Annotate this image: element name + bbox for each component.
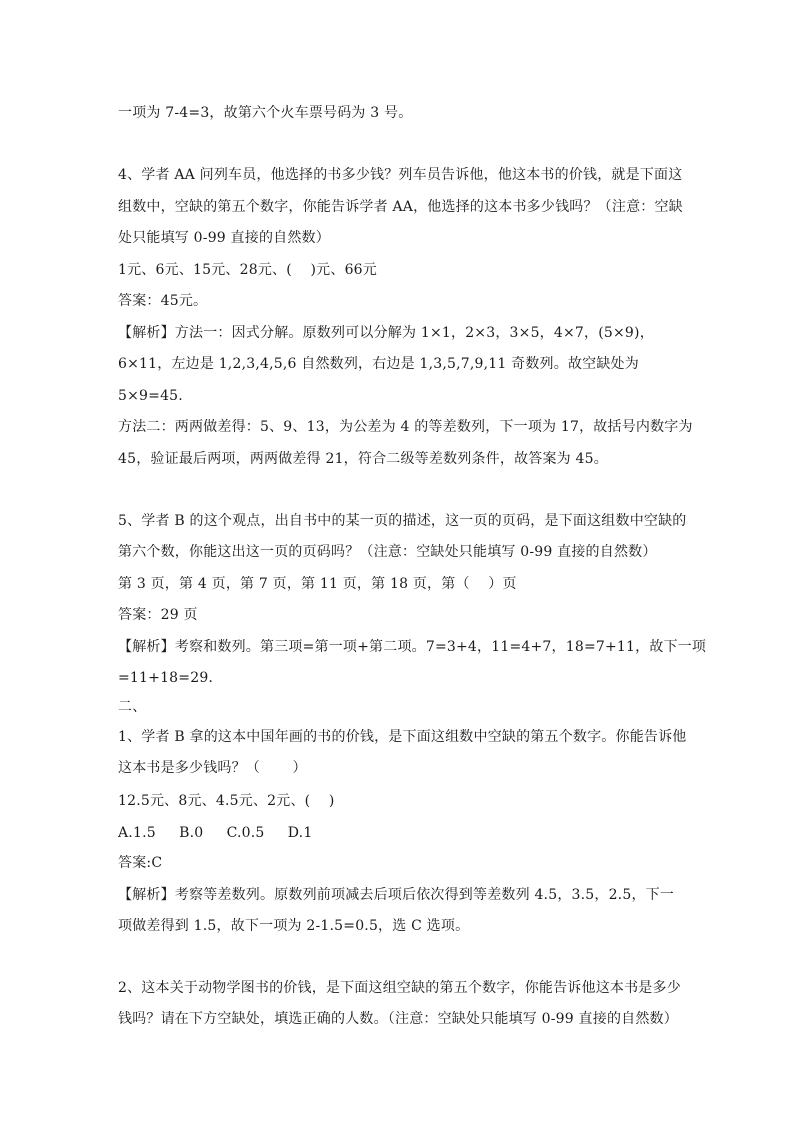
question-4-analysis-line-4: 方法二：两两做差得：5、9、13，为公差为 4 的等差数列，下一项为 17，故括号内数字为	[118, 419, 693, 435]
section-2-question-1-line-1: 1、学者 B 拿的这本中国年画的书的价钱，是下面这组数中空缺的第五个数字。你能告诉他	[118, 729, 687, 745]
question-4-analysis-line-1: 【解析】方法一：因式分解。原数列可以分解为 1×1，2×3，3×5，4×7，(5×9)，	[118, 325, 654, 341]
section-2-question-1-answer: 答案:C	[118, 855, 163, 871]
question-5-analysis-line-1: 【解析】考察和数列。第三项=第一项+第二项。7=3+4，11=4+7，18=7+11，故下一项	[118, 639, 707, 655]
question-4-answer: 答案：45元。	[118, 293, 208, 309]
text-line: 一项为 7-4=3，故第六个火车票号码为 3 号。	[118, 105, 413, 121]
question-4-analysis-line-2: 6×11，左边是 1,2,3,4,5,6 自然数列，右边是 1,3,5,7,9,11 奇数列。故空缺处为	[118, 356, 639, 372]
question-5-analysis-line-2: =11+18=29.	[118, 670, 214, 686]
question-4-line-1: 4、学者 AA 问列车员，他选择的书多少钱？列车员告诉他，他这本书的价钱，就是下面这	[118, 167, 683, 183]
section-2-question-1-analysis-line-1: 【解析】考察等差数列。原数列前项减去后项后依次得到等差数列 4.5，3.5，2.5，下一	[118, 887, 675, 903]
question-4-line-3: 处只能填写 0-99 直接的自然数）	[118, 230, 330, 246]
section-2-question-1-line-2: 这本书是多少钱吗？（ ）	[118, 760, 307, 776]
question-4-line-2: 组数中，空缺的第五个数字，你能告诉学者 AA，他选择的这本书多少钱吗？（注意：空缺	[118, 199, 683, 215]
section-2-question-2-line-1: 2、这本关于动物学图书的价钱，是下面这组空缺的第五个数字，你能告诉他这本书是多少	[118, 980, 681, 996]
question-5-answer: 答案：29 页	[118, 607, 198, 623]
section-heading: 二、	[118, 699, 147, 715]
section-2-question-2-line-2: 钱吗？请在下方空缺处，填选正确的人数。（注意：空缺处只能填写 0-99 直接的自然数）	[118, 1011, 678, 1027]
section-2-question-1-options: A.1.5 B.0 C.0.5 D.1	[118, 825, 313, 841]
question-5-line-1: 5、学者 B 的这个观点，出自书中的某一页的描述，这一页的页码，是下面这组数中空缺的	[118, 513, 687, 529]
question-4-analysis-line-3: 5×9=45.	[118, 388, 183, 404]
question-5-sequence: 第 3 页，第 4 页，第 7 页，第 11 页，第 18 页，第（ ）页	[118, 576, 517, 592]
section-2-question-1-analysis-line-2: 项做差得到 1.5，故下一项为 2-1.5=0.5，选 C 选项。	[118, 918, 470, 934]
question-4-analysis-line-5: 45，验证最后两项，两两做差得 21，符合二级等差数列条件，故答案为 45。	[118, 451, 608, 467]
question-5-line-2: 第六个数，你能这出这一页的页码吗？（注意：空缺处只能填写 0-99 直接的自然数）	[118, 544, 657, 560]
section-2-question-1-sequence: 12.5元、8元、4.5元、2元、( )	[118, 793, 335, 809]
question-4-sequence: 1元、6元、15元、28元、( )元、66元	[118, 262, 377, 278]
